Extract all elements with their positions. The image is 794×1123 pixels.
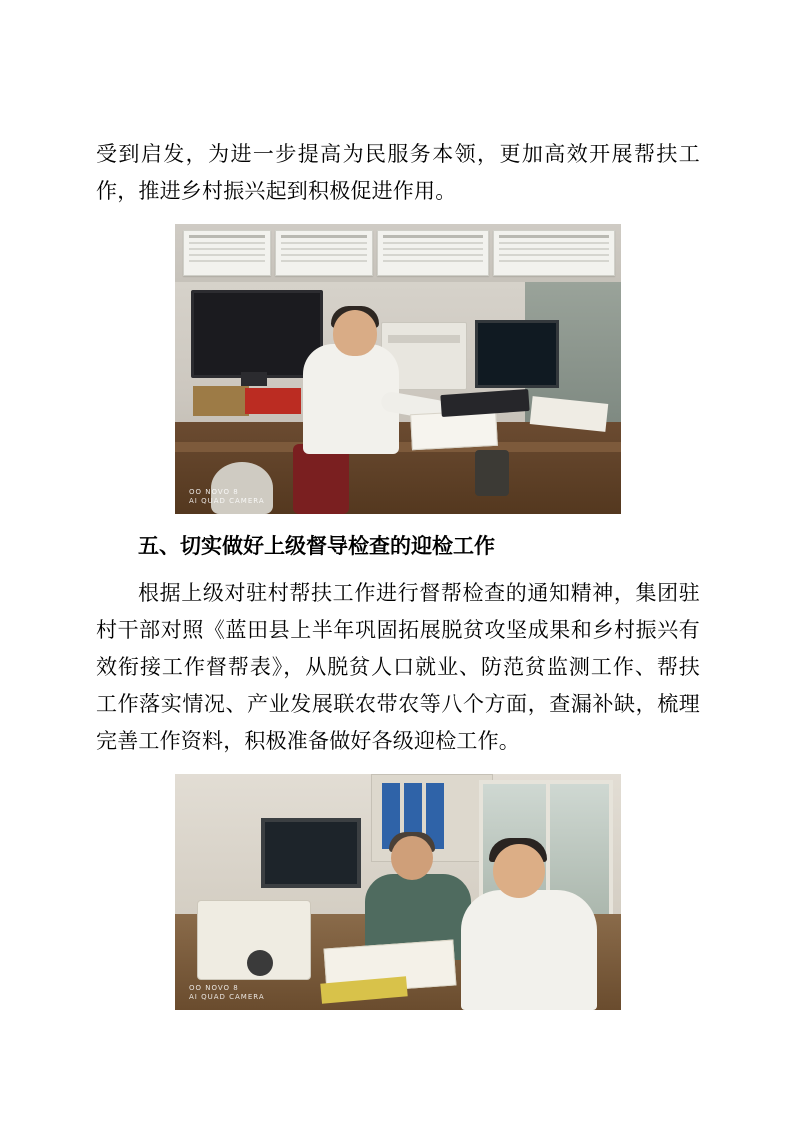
photo-office-desk <box>175 224 621 514</box>
printer-lens <box>247 950 273 976</box>
books-stack <box>193 386 249 416</box>
paragraph-continuation: 受到启发，为进一步提高为民服务本领，更加高效开展帮扶工作，推进乡村振兴起到积极促进作用。 <box>96 142 700 203</box>
wall-poster <box>377 230 489 276</box>
document-content <box>96 136 700 1020</box>
paragraph-inspection-work: 根据上级对驻村帮扶工作进行督帮检查的通知精神，集团驻村干部对照《蓝田县上半年巩固拓展脱贫攻坚成果和乡村振兴有效衔接工作督帮表》，从脱贫人口就业、防范贫监测工作、帮扶工作落实情况、产业发展联农带农等八个方面，查漏补缺，梳理完善工作资料，积极准备做好各级迎检工作。 <box>96 581 700 753</box>
person-head <box>333 310 377 356</box>
watermark-line-2: AI QUAD CAMERA <box>189 497 265 505</box>
watermark-line-1: OO NOVO 8 <box>189 984 239 992</box>
cup <box>475 450 509 496</box>
figure-office-desk <box>96 224 700 514</box>
person-two-head <box>493 844 545 898</box>
wall-poster <box>275 230 373 276</box>
person-one-head <box>391 836 433 880</box>
figure-two-officials <box>96 774 700 1010</box>
person-two-body <box>461 890 597 1010</box>
monitor-stand <box>241 372 267 386</box>
second-monitor <box>475 320 559 388</box>
camera-watermark <box>189 984 265 1002</box>
camera-watermark <box>189 488 265 506</box>
section-heading-five: 五、切实做好上级督导检查的迎检工作 <box>138 535 495 558</box>
photo-two-officials <box>175 774 621 1010</box>
wall-poster <box>183 230 271 276</box>
wall-poster <box>493 230 615 276</box>
monitor <box>261 818 361 888</box>
red-box <box>245 388 301 414</box>
chair <box>293 444 349 514</box>
watermark-line-2: AI QUAD CAMERA <box>189 993 265 1001</box>
watermark-line-1: OO NOVO 8 <box>189 488 239 496</box>
